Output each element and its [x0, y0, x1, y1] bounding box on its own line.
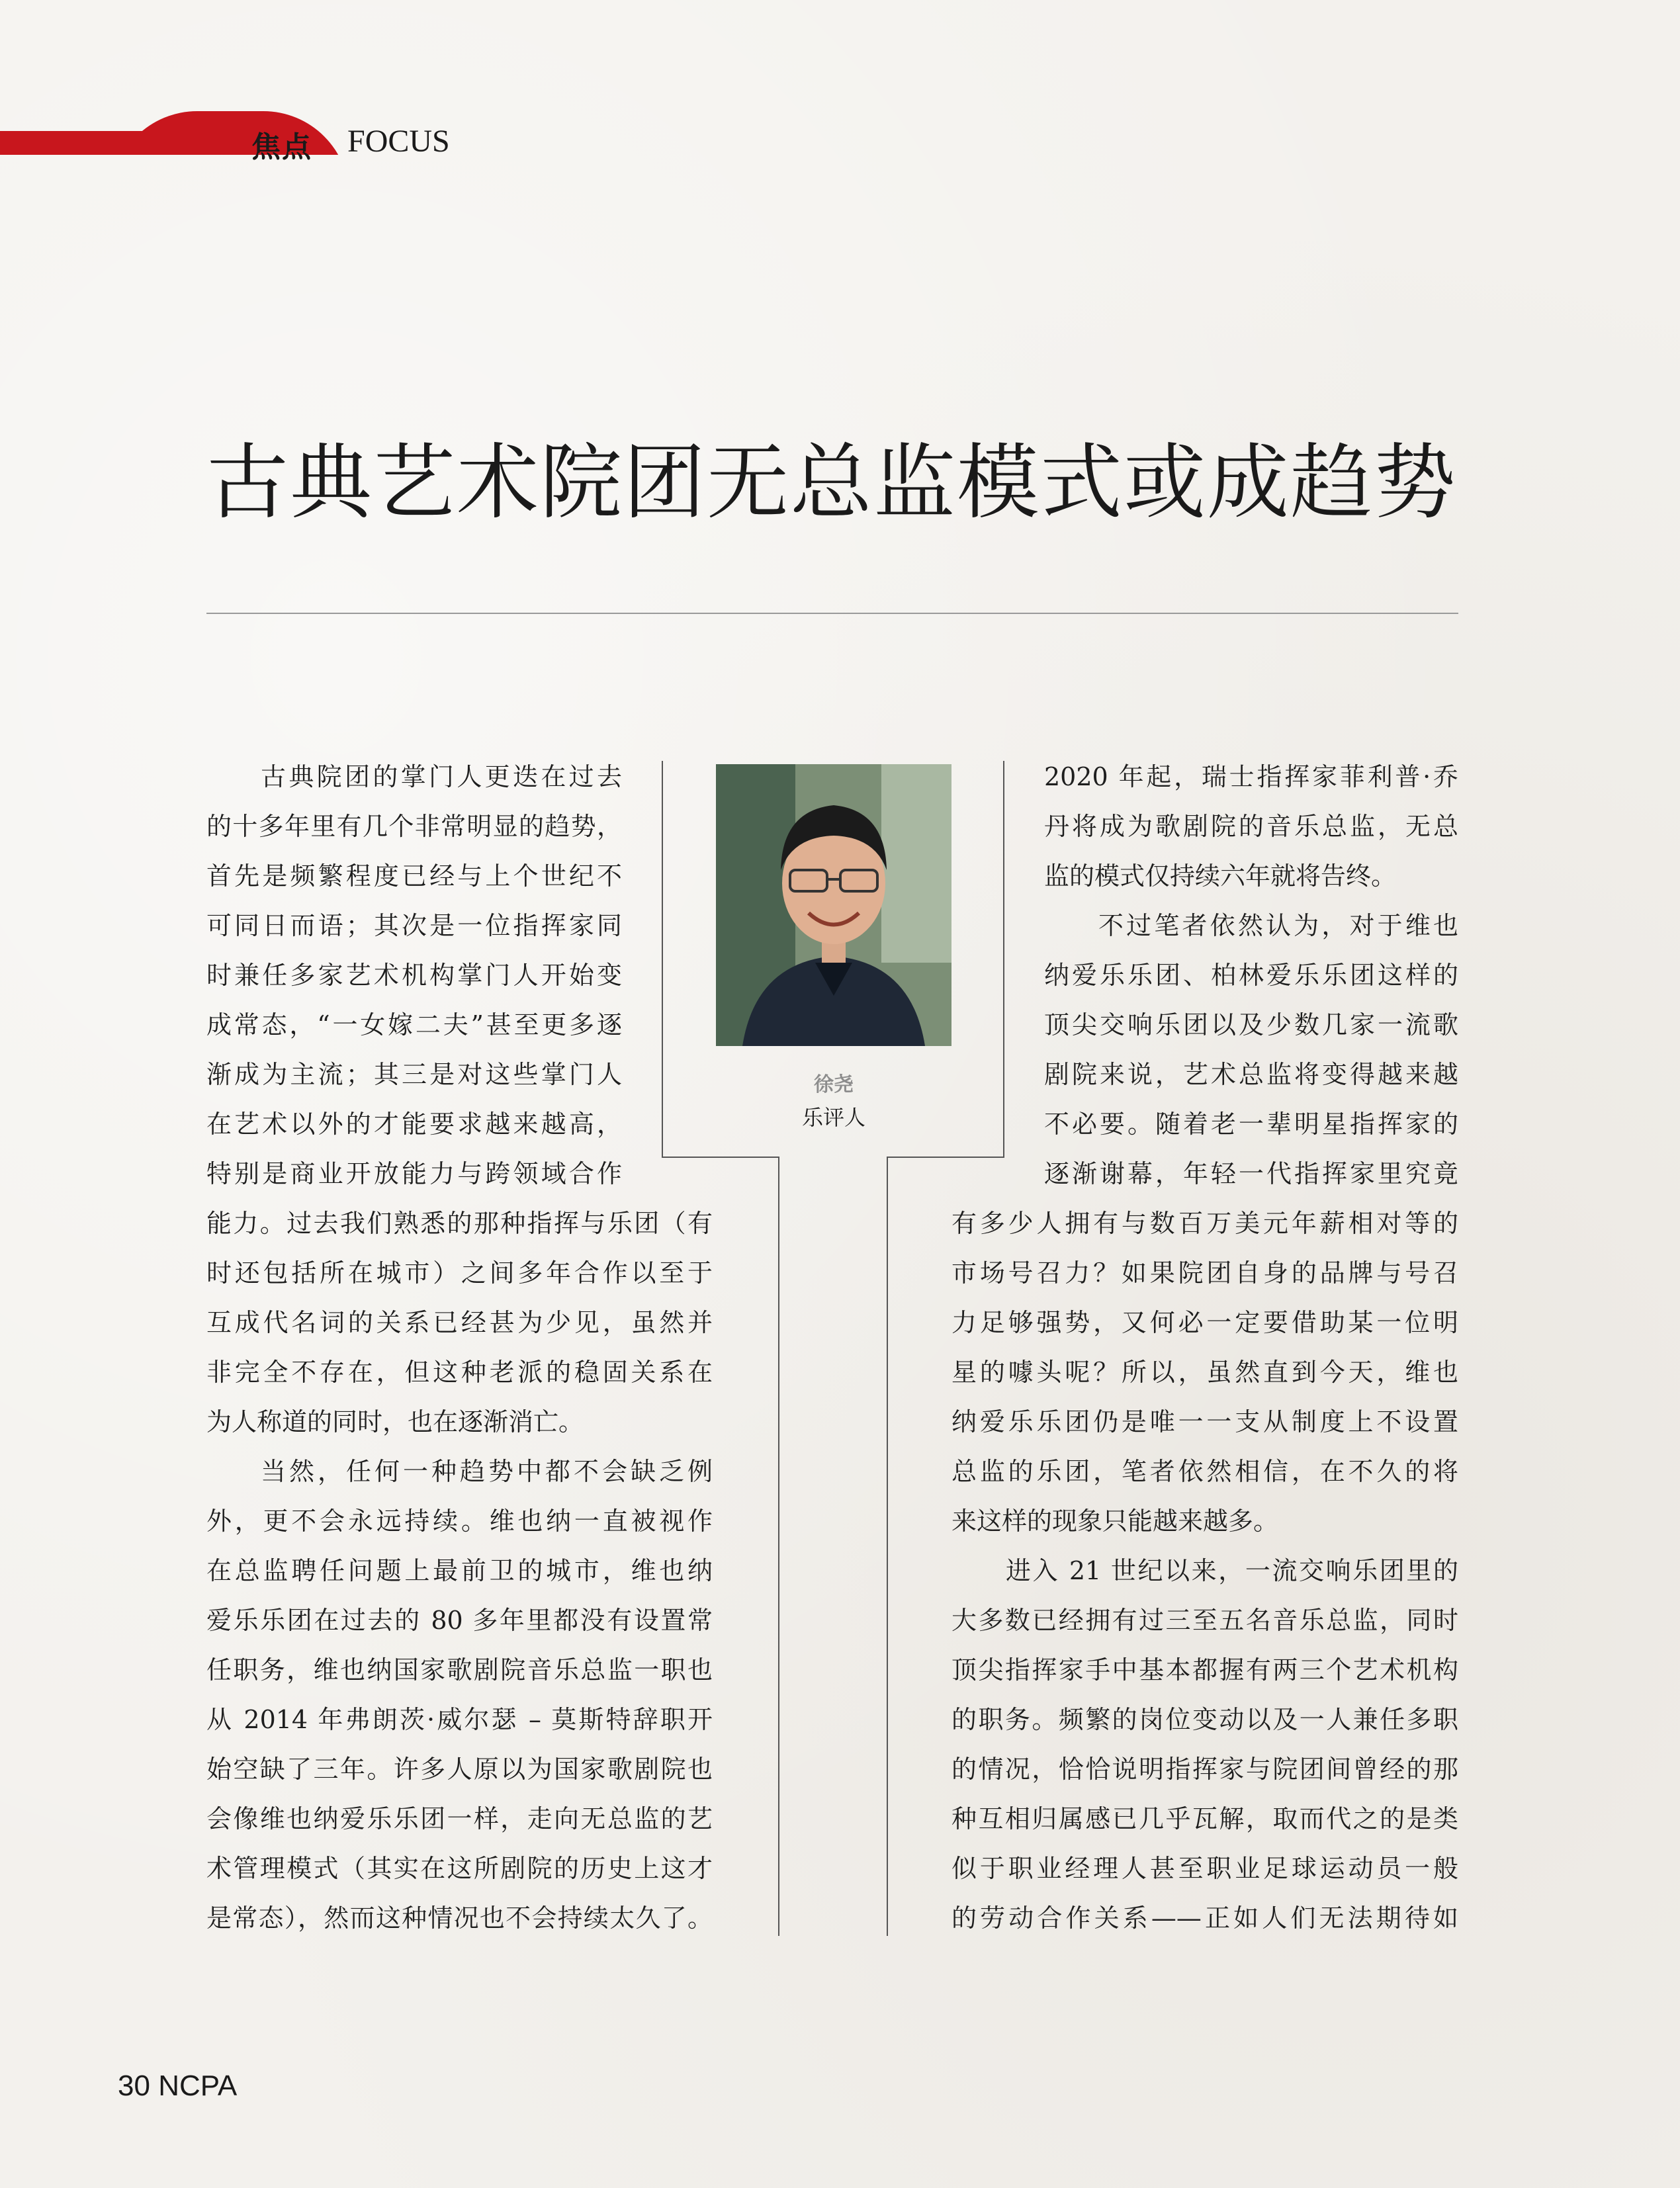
body-line: 顶尖交响乐团以及少数几家一流歌: [1044, 1010, 1458, 1039]
body-line: 的情况，恰恰说明指挥家与院团间曾经的那: [951, 1755, 1458, 1784]
photo-frame-bottom-right: [887, 1157, 1004, 1158]
photo-frame-left: [662, 761, 663, 1158]
body-line: 不必要。随着老一辈明星指挥家的: [1044, 1110, 1458, 1139]
body-line: 在艺术以外的才能要求越来越高，: [206, 1110, 622, 1139]
body-line: 大多数已经拥有过三至五名音乐总监，同时: [951, 1606, 1458, 1635]
body-line: 特别是商业开放能力与跨领域合作: [206, 1159, 622, 1188]
body-line: 时兼任多家艺术机构掌门人开始变: [206, 961, 622, 990]
section-header-band: [0, 131, 238, 155]
body-line: 星的噱头呢？所以，虽然直到今天，维也: [951, 1358, 1458, 1387]
body-line: 监的模式仅持续六年就将告终。: [1044, 861, 1397, 891]
body-line: 似于职业经理人甚至职业足球运动员一般: [951, 1854, 1458, 1883]
body-line: 来这样的现象只能越来越多。: [951, 1507, 1279, 1536]
body-line: 的十多年里有几个非常明显的趋势，: [206, 812, 622, 841]
body-line: 的职务。频繁的岗位变动以及一人兼任多职: [951, 1705, 1458, 1734]
body-line: 成常态，“一女嫁二夫”甚至更多逐: [206, 1010, 622, 1039]
body-line: 能力。过去我们熟悉的那种指挥与乐团（有: [206, 1209, 713, 1238]
body-line: 顶尖指挥家手中基本都握有两三个艺术机构: [951, 1655, 1458, 1685]
page-number: 30: [118, 2070, 150, 2102]
body-line: 剧院来说，艺术总监将变得越来越: [1044, 1060, 1458, 1089]
section-label-en: FOCUS: [347, 124, 450, 159]
photo-frame-bottom-left: [662, 1157, 779, 1158]
author-name: 徐尧: [814, 1073, 854, 1096]
body-line: 力足够强势，又何必一定要借助某一位明: [951, 1308, 1458, 1337]
body-line: 术管理模式（其实在这所剧院的历史上这才: [206, 1854, 713, 1883]
author-role: 乐评人: [801, 1105, 865, 1130]
body-line: 互成代名词的关系已经甚为少见，虽然并: [206, 1308, 713, 1337]
body-line: 外，更不会永远持续。维也纳一直被视作: [206, 1507, 713, 1536]
body-line: 从 2014 年弗朗茨·威尔瑟 – 莫斯特辞职开: [206, 1705, 713, 1734]
magazine-name: NCPA: [158, 2070, 238, 2102]
body-line: 是常态），然而这种情况也不会持续太久了。: [206, 1904, 713, 1933]
author-photo: [716, 764, 951, 1046]
body-line: 有多少人拥有与数百万美元年薪相对等的: [951, 1209, 1458, 1238]
body-line: 市场号召力？如果院团自身的品牌与号召: [951, 1258, 1458, 1288]
photo-frame-stem-right: [887, 1157, 888, 1936]
body-line: 当然，任何一种趋势中都不会缺乏例: [261, 1457, 713, 1486]
title-divider: [206, 613, 1458, 614]
body-line: 种互相归属感已几乎瓦解，取而代之的是类: [951, 1804, 1458, 1833]
body-line: 为人称道的同时，也在逐渐消亡。: [206, 1407, 584, 1436]
body-line: 首先是频繁程度已经与上个世纪不: [206, 861, 622, 891]
body-line: 非完全不存在，但这种老派的稳固关系在: [206, 1358, 713, 1387]
article-title: 古典艺术院团无总监模式或成趋势: [206, 435, 1458, 531]
body-line: 任职务，维也纳国家歌剧院音乐总监一职也: [206, 1655, 713, 1685]
body-line: 始空缺了三年。许多人原以为国家歌剧院也: [206, 1755, 713, 1784]
body-line: 逐渐谢幕，年轻一代指挥家里究竟: [1044, 1159, 1458, 1188]
body-line: 会像维也纳爱乐乐团一样，走向无总监的艺: [206, 1804, 713, 1833]
photo-frame-right: [1003, 761, 1004, 1158]
body-line: 古典院团的掌门人更迭在过去: [261, 762, 622, 791]
section-label-zh: 焦点: [251, 130, 312, 164]
body-line: 在总监聘任问题上最前卫的城市，维也纳: [206, 1556, 713, 1585]
body-line: 纳爱乐乐团、柏林爱乐乐团这样的: [1044, 961, 1458, 990]
body-line: 的劳动合作关系——正如人们无法期待如: [951, 1904, 1458, 1933]
body-line: 进入 21 世纪以来，一流交响乐团里的: [1006, 1556, 1458, 1585]
page-folio: [118, 2070, 237, 2103]
body-line: 纳爱乐乐团仍是唯一一支从制度上不设置: [951, 1407, 1458, 1436]
body-line: 2020 年起，瑞士指挥家菲利普·乔: [1044, 762, 1458, 791]
body-line: 渐成为主流；其三是对这些掌门人: [206, 1060, 622, 1089]
body-line: 可同日而语；其次是一位指挥家同: [206, 911, 622, 940]
author-portrait-illustration: [716, 764, 951, 1046]
body-line: 丹将成为歌剧院的音乐总监，无总: [1044, 812, 1458, 841]
body-line: 爱乐乐团在过去的 80 多年里都没有设置常: [206, 1606, 713, 1635]
body-line: 总监的乐团，笔者依然相信，在不久的将: [951, 1457, 1458, 1486]
body-line: 不过笔者依然认为，对于维也: [1098, 911, 1458, 940]
photo-frame-stem-left: [778, 1157, 779, 1936]
body-line: 时还包括所在城市）之间多年合作以至于: [206, 1258, 713, 1288]
